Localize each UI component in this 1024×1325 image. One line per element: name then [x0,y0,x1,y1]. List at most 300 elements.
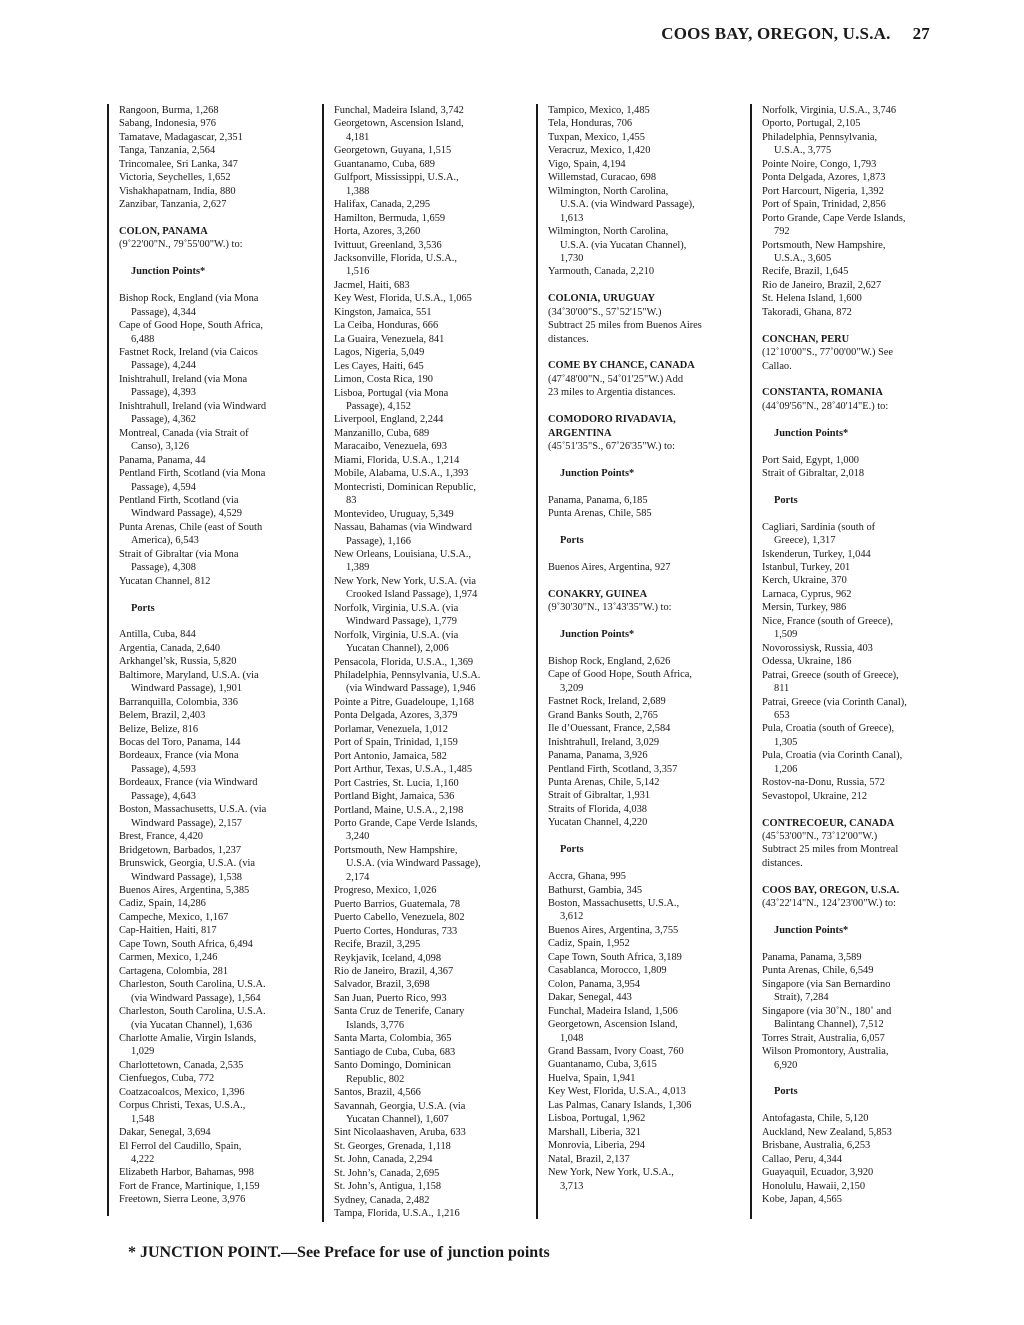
column-body [107,104,295,1207]
entry-line: Jacksonville, Florida, U.S.A., [334,252,457,264]
distance-entry [334,1100,510,1127]
distance-entry [334,333,510,346]
distance-entry [762,117,938,130]
distance-entry [334,1167,510,1180]
entry-line: St. John, Canada, 2,294 [334,1154,433,1166]
distance-entry [119,1072,295,1085]
distance-entry [119,628,295,641]
entry-line: Porlamar, Venezuela, 1,012 [334,723,448,735]
entry-line: Cartagena, Colombia, 281 [119,965,229,977]
entry-continuation: Passage), 4,594 [131,481,196,493]
entry-line: Pentland Firth, Scotland (via [119,494,239,506]
distance-entry [334,373,510,386]
distance-entry [548,655,724,668]
entry-line: Pula, Croatia (via Corinth Canal), [762,750,903,762]
distance-entry [334,978,510,991]
port-coordinates: (47˚48'00"N., 54˚01'25"W.) Add [548,373,684,385]
entry-continuation: Passage), 4,344 [131,306,196,318]
distance-entry [334,1180,510,1193]
distance-entry [762,185,938,198]
entry-line: Cape of Good Hope, South Africa, [548,669,692,681]
entry-line: Guantanamo, Cuba, 3,615 [548,1059,657,1071]
port-note: 23 miles to Argentia distances. [548,387,676,399]
distance-entry [762,158,938,171]
distance-entry [119,736,295,749]
distance-entry [119,158,295,171]
entry-line: Pentland Firth, Scotland, 3,357 [548,763,678,775]
distance-entry [334,925,510,938]
entry-line: Savannah, Georgia, U.S.A. (via [334,1100,466,1112]
entry-line: Cap-Haitien, Haiti, 817 [119,925,217,937]
entry-continuation: 83 [346,495,357,507]
entry-line: Argentia, Canada, 2,640 [119,642,221,654]
entry-line: Santo Domingo, Dominican [334,1060,451,1072]
entry-line: Montecristi, Dominican Republic, [334,481,476,493]
entry-continuation: 6,488 [131,333,155,345]
entry-line: Tamatave, Madagascar, 2,351 [119,131,243,143]
entry-continuation: Balintang Channel), 7,512 [774,1019,884,1031]
entry-line: Port Said, Egypt, 1,000 [762,454,859,466]
distance-entry [334,279,510,292]
entry-continuation: Crooked Island Passage), 1,974 [346,589,478,601]
distance-entry [762,790,938,803]
port-heading: COLON, PANAMA [119,226,208,238]
entry-continuation: U.S.A. (via Windward Passage), [560,199,695,211]
column-rule [107,104,109,1216]
distance-entry [762,669,938,696]
entry-line: Corpus Christi, Texas, U.S.A., [119,1100,246,1112]
distance-entry [334,521,510,548]
entry-line: Montevideo, Uruguay, 5,349 [334,508,454,520]
entry-line: Santa Marta, Colombia, 365 [334,1033,452,1045]
distance-entry [119,467,295,494]
entry-line: Montreal, Canada (via Strait of [119,427,249,439]
distance-entry [119,319,295,346]
entry-continuation: Passage), 4,152 [346,400,411,412]
entry-line: Sydney, Canada, 2,482 [334,1194,430,1206]
distance-entry [548,897,724,924]
port-heading: COME BY CHANCE, CANADA [548,360,695,372]
entry-line: Sevastopol, Ukraine, 212 [762,790,868,802]
entry-line: Las Palmas, Canary Islands, 1,306 [548,1099,692,1111]
distance-entry [334,171,510,198]
entry-line: Grand Banks South, 2,765 [548,709,658,721]
entry-line: Victoria, Seychelles, 1,652 [119,172,231,184]
distance-entry [334,360,510,373]
distance-entry [762,279,938,292]
entry-line: Limon, Costa Rica, 190 [334,374,433,386]
distance-entry [119,144,295,157]
column-1 [107,104,295,1222]
distance-entry [119,642,295,655]
entry-continuation: Islands, 3,776 [346,1019,405,1031]
entry-continuation: Strait), 7,284 [774,992,829,1004]
distance-entry [119,117,295,130]
entry-continuation: Windward Passage), 1,901 [131,683,242,695]
entry-line: Key West, Florida, U.S.A., 4,013 [548,1086,686,1098]
entry-line: Fastnet Rock, Ireland (via Caicos [119,346,258,358]
distance-entry [548,225,724,265]
entry-continuation: 3,240 [346,831,370,843]
distance-entry [334,548,510,575]
entry-continuation: 792 [774,226,790,238]
entry-line: Trincomalee, Sri Lanka, 347 [119,158,238,170]
port-coordinates: (34˚30'00"S., 57˚52'15"W.) [548,306,662,318]
distance-entry [762,1126,938,1139]
entry-line: Port of Spain, Trinidad, 2,856 [762,199,886,211]
distance-entry [548,494,724,507]
entry-line: Mersin, Turkey, 986 [762,602,847,614]
distance-entry [334,413,510,426]
distance-entry [762,1153,938,1166]
distance-entry [119,978,295,1005]
distance-entry [334,252,510,279]
distance-entry [119,131,295,144]
entry-line: Huelva, Spain, 1,941 [548,1072,636,1084]
port-heading: CONCHAN, PERU [762,333,850,345]
entry-line: Sabang, Indonesia, 976 [119,118,216,130]
entry-line: Boston, Massachusetts, U.S.A. (via [119,804,267,816]
entry-line: Charlottetown, Canada, 2,535 [119,1059,244,1071]
entry-line: Rangoon, Burma, 1,268 [119,105,219,116]
distance-entry [548,776,724,789]
entry-line: Panama, Panama, 3,589 [762,951,862,963]
distance-entry [119,884,295,897]
distance-entry [548,749,724,762]
entry-line: Portsmouth, New Hampshire, [334,844,458,856]
entry-line: Auckland, New Zealand, 5,853 [762,1126,892,1138]
distance-entry [119,494,295,521]
entry-line: Monrovia, Liberia, 294 [548,1140,645,1152]
entry-line: Inishtrahull, Ireland (via Windward [119,400,267,412]
entry-line: Panama, Panama, 3,926 [548,750,648,762]
entry-line: Lisboa, Portugal, 1,962 [548,1113,646,1125]
entry-line: Miami, Florida, U.S.A., 1,214 [334,454,460,466]
distance-entry [762,454,938,467]
entry-line: Larnaca, Cyprus, 962 [762,588,852,600]
distance-entry [548,1085,724,1098]
entry-line: Nassau, Bahamas (via Windward [334,522,472,534]
entry-line: Santos, Brazil, 4,566 [334,1087,421,1099]
distance-entry [334,1140,510,1153]
entry-line: Bordeaux, France (via Mona [119,750,239,762]
distance-entry [334,1126,510,1139]
distance-entry [119,938,295,951]
entry-line: Vishakhapatnam, India, 880 [119,185,236,197]
entry-continuation: Republic, 802 [346,1073,405,1085]
entry-line: Puerto Cabello, Venezuela, 802 [334,912,465,924]
distance-entry [334,104,510,117]
entry-line: Natal, Brazil, 2,137 [548,1153,630,1165]
distance-entry [119,521,295,548]
entry-continuation: Passage), 4,593 [131,763,196,775]
column-body [322,104,510,1221]
distance-entry [334,844,510,884]
entry-line: Guayaquil, Ecuador, 3,920 [762,1167,874,1179]
entry-line: Kerch, Ukraine, 370 [762,575,847,587]
entry-line: Punta Arenas, Chile, 585 [548,508,652,520]
list-subheading: Junction Points* [131,266,206,278]
port-note: Callao. [762,360,792,372]
distance-entry [334,1086,510,1099]
entry-line: Funchal, Madeira Island, 3,742 [334,105,464,116]
entry-continuation: Passage), 4,643 [131,790,196,802]
distance-entry [762,978,938,1005]
distance-entry [762,1045,938,1072]
distance-entry [762,292,938,305]
entry-line: Takoradi, Ghana, 872 [762,306,852,318]
entry-line: Tanga, Tanzania, 2,564 [119,145,216,157]
port-heading: COLONIA, URUGUAY [548,293,655,305]
entry-line: La Guaira, Venezuela, 841 [334,333,445,345]
entry-line: Rostov-na-Donu, Russia, 572 [762,777,885,789]
distance-entry [119,171,295,184]
distance-entry [119,830,295,843]
column-body [750,104,938,1206]
port-coordinates: (45˚53'00"N., 73˚12'00"W.) [762,831,878,843]
entry-line: Kobe, Japan, 4,565 [762,1193,842,1205]
list-subheading: Ports [131,602,155,614]
entry-line: Santiago de Cuba, Cuba, 683 [334,1046,456,1058]
distance-entry [119,911,295,924]
distance-entry [548,884,724,897]
distance-entry [334,1207,510,1220]
column-rule [750,104,752,1219]
distance-entry [548,1058,724,1071]
entry-line: Kingston, Jamaica, 551 [334,306,432,318]
distance-entry [762,601,938,614]
distance-entry [119,548,295,575]
entry-continuation: (via Windward Passage), 1,564 [131,992,261,1004]
distance-entry [548,144,724,157]
distance-entry [334,669,510,696]
list-subheading: Junction Points* [560,467,635,479]
entry-continuation: 1,048 [560,1032,584,1044]
entry-line: Georgetown, Guyana, 1,515 [334,145,452,157]
entry-line: Straits of Florida, 4,038 [548,803,647,815]
distance-entry [548,695,724,708]
entry-line: Reykjavik, Iceland, 4,098 [334,952,442,964]
distance-entry [334,817,510,844]
distance-entry [548,951,724,964]
entry-line: Pula, Croatia (south of Greece), [762,723,895,735]
entry-line: Casablanca, Morocco, 1,809 [548,965,667,977]
distance-entry [119,749,295,776]
entry-line: Zanzibar, Tanzania, 2,627 [119,199,227,211]
distance-entry [334,212,510,225]
entry-line: Panama, Panama, 44 [119,454,206,466]
distance-entry [762,561,938,574]
distance-entry [548,937,724,950]
entry-line: Nice, France (south of Greece), [762,615,893,627]
distance-entry [334,938,510,951]
entry-line: Tela, Honduras, 706 [548,118,633,130]
distance-entry [548,1045,724,1058]
distance-entry [762,306,938,319]
entry-line: Georgetown, Ascension Island, [334,118,464,130]
distance-entry [119,669,295,696]
entry-line: Bordeaux, France (via Windward [119,777,258,789]
distance-entry [334,696,510,709]
port-note: Subtract 25 miles from Montreal distances. [762,844,899,869]
distance-entry [762,574,938,587]
entry-continuation: 1,548 [131,1113,155,1125]
entry-continuation: America), 6,543 [131,535,199,547]
entry-line: Yucatan Channel, 4,220 [548,817,648,829]
distance-entry [548,789,724,802]
entry-line: Pensacola, Florida, U.S.A., 1,369 [334,656,474,668]
port-note: Subtract 25 miles from Buenos Aires distances. [548,320,702,345]
distance-entry [334,1194,510,1207]
entry-line: Recife, Brazil, 1,645 [762,266,849,278]
column-4 [750,104,938,1222]
distance-entry [119,655,295,668]
distance-entry [119,776,295,803]
distance-entry [762,722,938,749]
distance-entry [334,575,510,602]
entry-continuation: Windward Passage), 1,538 [131,871,242,883]
entry-line: Rio de Janeiro, Brazil, 4,367 [334,966,454,977]
distance-entry [119,844,295,857]
column-2 [322,104,510,1222]
distance-entry [548,1099,724,1112]
entry-line: Honolulu, Hawaii, 2,150 [762,1180,866,1192]
entry-line: Portsmouth, New Hampshire, [762,239,886,251]
distance-entry [548,117,724,130]
entry-line: Horta, Azores, 3,260 [334,226,421,238]
entry-continuation: 3,713 [560,1180,584,1192]
entry-line: Antilla, Cuba, 844 [119,629,196,641]
distance-entry [119,1140,295,1167]
entry-line: Inishtrahull, Ireland (via Mona [119,373,248,385]
distance-entry [334,144,510,157]
distance-entry [119,400,295,427]
distance-entry [548,1126,724,1139]
entry-line: St. Georges, Grenada, 1,118 [334,1140,451,1152]
entry-line: Bishop Rock, England (via Mona [119,293,259,305]
entry-line: Porto Grande, Cape Verde Islands, [334,818,478,830]
port-coordinates: (45˚51'35"S., 67˚26'35"W.) to: [548,441,676,453]
entry-continuation: Passage), 4,308 [131,562,196,574]
distance-entry [119,1099,295,1126]
entry-line: Puerto Barrios, Guatemala, 78 [334,898,461,910]
entry-line: Antofagasta, Chile, 5,120 [762,1113,869,1125]
entry-line: Veracruz, Mexico, 1,420 [548,145,651,157]
entry-line: Funchal, Madeira Island, 1,506 [548,1005,678,1017]
entry-line: Yarmouth, Canada, 2,210 [548,266,655,278]
port-coordinates: (44˚09'56"N., 28˚40'14"E.) to: [762,400,889,412]
entry-line: Accra, Ghana, 995 [548,871,626,883]
entry-line: Key West, Florida, U.S.A., 1,065 [334,293,472,305]
entry-line: Port of Spain, Trinidad, 1,159 [334,737,458,749]
entry-line: Halifax, Canada, 2,295 [334,199,431,211]
page-running-title: COOS BAY, OREGON, U.S.A. [661,24,891,43]
distance-entry [334,952,510,965]
distance-entry [762,1032,938,1045]
distance-entry [548,870,724,883]
entry-line: Brunswick, Georgia, U.S.A. (via [119,858,256,870]
distance-entry [762,1139,938,1152]
entry-line: Cadiz, Spain, 1,952 [548,938,630,950]
entry-continuation: 1,613 [560,212,584,224]
distance-entry [334,508,510,521]
entry-continuation: Greece), 1,317 [774,535,836,547]
distance-entry [762,1112,938,1125]
entry-line: Elizabeth Harbor, Bahamas, 998 [119,1167,254,1179]
entry-line: Inishtrahull, Ireland, 3,029 [548,736,660,748]
distance-entry [119,185,295,198]
distance-entry [334,117,510,144]
distance-entry [762,212,938,239]
distance-entry [334,225,510,238]
distance-entry [762,104,938,117]
distance-entry [548,1153,724,1166]
distance-entry [119,1126,295,1139]
entry-line: Cadiz, Spain, 14,286 [119,898,206,910]
entry-line: Wilmington, North Carolina, [548,226,669,238]
distance-entry [119,373,295,400]
entry-line: Strait of Gibraltar (via Mona [119,548,239,560]
entry-line: Bridgetown, Barbados, 1,237 [119,844,242,856]
distance-entry [548,964,724,977]
entry-line: Norfolk, Virginia, U.S.A. (via [334,602,459,614]
list-subheading: Ports [774,1086,798,1098]
footnote: * JUNCTION POINT.—See Preface for use of junction points [128,1244,550,1261]
distance-entry [548,131,724,144]
distance-entry [762,964,938,977]
entry-continuation: Windward Passage), 2,157 [131,817,242,829]
distance-entry [334,629,510,656]
distance-entry [334,1059,510,1086]
entry-continuation: 1,206 [774,763,798,775]
entry-line: Punta Arenas, Chile, 6,549 [762,965,874,977]
entry-continuation: U.S.A. (via Yucatan Channel), [560,239,687,251]
distance-entry [762,171,938,184]
entry-line: Philadelphia, Pennsylvania, U.S.A. [334,670,481,682]
distance-entry [548,736,724,749]
distance-entry [334,777,510,790]
distance-entry [762,548,938,561]
distance-entry [762,1166,938,1179]
entry-line: St. Helena Island, 1,600 [762,293,862,305]
distance-entry [334,387,510,414]
distance-entry [119,1180,295,1193]
entry-line: Charleston, South Carolina, U.S.A. [119,1006,266,1018]
entry-continuation: 1,509 [774,629,798,641]
distance-entry [119,723,295,736]
entry-continuation: U.S.A., 3,605 [774,252,832,264]
distance-entry [119,965,295,978]
distance-entry [762,696,938,723]
entry-continuation: Passage), 4,244 [131,360,196,372]
entry-line: Brest, France, 4,420 [119,831,203,843]
entry-line: Ivittuut, Greenland, 3,536 [334,239,442,251]
distance-entry [334,1005,510,1032]
entry-line: Singapore (via San Bernardino [762,978,891,990]
entry-line: Ponta Delgada, Azores, 3,379 [334,710,458,722]
distance-entry [334,481,510,508]
port-heading: CONTRECOEUR, CANADA [762,817,895,829]
distance-entry [334,454,510,467]
entry-line: Portland Bight, Jamaica, 536 [334,791,455,803]
entry-line: Colon, Panama, 3,954 [548,978,641,990]
distance-entry [334,1046,510,1059]
distance-entry [119,1086,295,1099]
entry-line: Fort de France, Martinique, 1,159 [119,1180,260,1192]
entry-line: Hamilton, Bermuda, 1,659 [334,212,446,224]
distance-entry [762,467,938,480]
entry-line: Torres Strait, Australia, 6,057 [762,1032,885,1044]
